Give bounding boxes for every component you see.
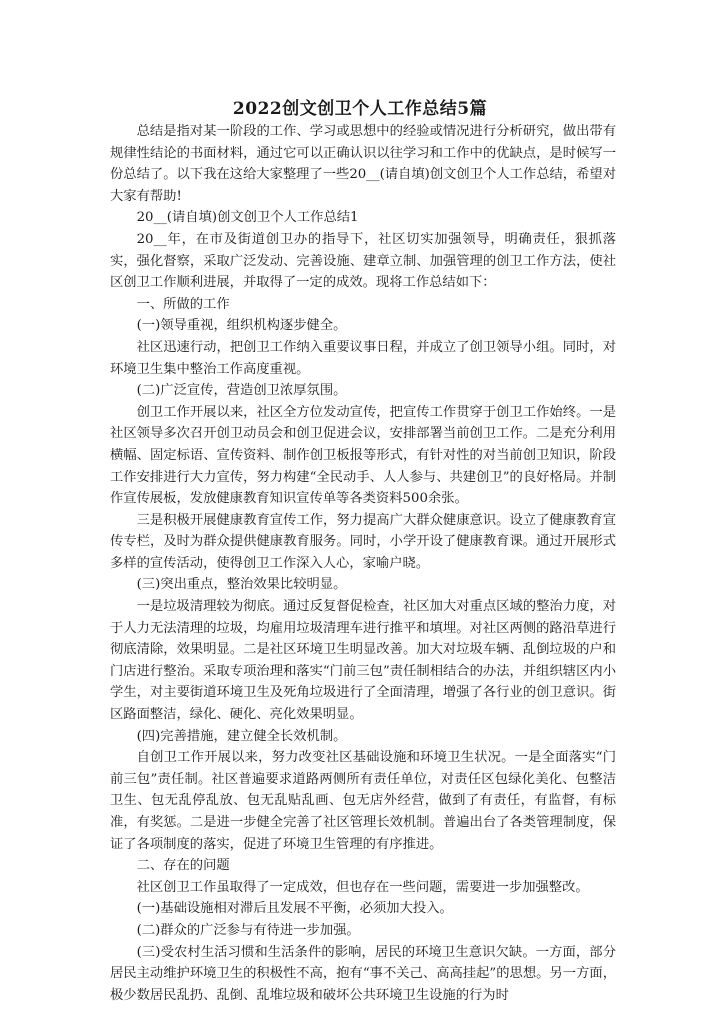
paragraph: 社区迅速行动，把创卫工作纳入重要议事日程，并成立了创卫领导小组。同时，对环境卫生集中整治工作高度重视。 [110, 339, 616, 377]
paragraph: 社区创卫工作虽取得了一定成效，但也存在一些问题，需要进一步加强整改。 [136, 879, 589, 895]
paragraph: 一是垃圾清理较为彻底。通过反复督促检查，社区加大对重点区域的整治力度，对于人力无法清理的垃圾，均雇用垃圾清理车进行推平和填埋。对社区两侧的路沿草进行彻底清除，效果明显。二是社区环境卫生明显改善。加大对垃圾车辆、乱倒垃圾的户和门店进行整治。采取专项治理和落实“门前三包”责任制相结合的办法，并组织辖区内小学生，对主要街道环境卫生及死角垃圾进行了全面清理，增强了各行业的创卫意识。街区路面整洁，绿化、硬化、亮化效果明显。 [110, 599, 616, 723]
subheading: (一)基础设施相对滞后且发展不平衡，必须加大投入。 [136, 901, 453, 917]
heading-part-one: 一、所做的工作 [136, 296, 230, 312]
paragraph: 三是积极开展健康教育宣传工作，努力提高广大群众健康意识。设立了健康教育宣传专栏，及时为群众提供健康教育服务。同时，小学开设了健康教育课。通过开展形式多样的宣传活动，使得创卫工作深入人心，家喻户晓。 [110, 512, 616, 571]
paragraph: 自创卫工作开展以来，努力改变社区基础设施和环境卫生状况。一是全面落实“门前三包”责任制。社区普遍要求道路两侧所有责任单位，对责任区包绿化美化、包整洁卫生、包无乱停乱放、包无乱贴乱画、包无店外经营，做到了有责任，有监督，有标准，有奖惩。二是进一步健全完善了社区管理长效机制。普遍出台了各类管理制度，保证了各项制度的落实，促进了环境卫生管理的有序推进。 [110, 750, 616, 852]
page-title: 2022创文创卫个人工作总结5篇 [232, 99, 488, 119]
heading-part-two: 二、存在的问题 [136, 858, 230, 874]
subheading: (二)广泛宣传，营造创卫浓厚氛围。 [136, 383, 347, 399]
subheading: (四)完善措施，建立健全长效机制。 [136, 728, 347, 744]
paragraph: (三)受农村生活习惯和生活条件的影响，居民的环境卫生意识欠缺。一方面，部分居民主动维护环境卫生的积极性不高，抱有“事不关己、高高挂起”的思想。另一方面，极少数居民乱扔、乱倒、乱堆垃圾和破坏公共环境卫生设施的行为时 [110, 944, 616, 1003]
paragraph: 创卫工作开展以来，社区全方位发动宣传，把宣传工作贯穿于创卫工作始终。一是社区领导多次召开创卫动员会和创卫促进会议，安排部署当前创卫工作。二是充分利用横幅、固定标语、宣传资料、制作创卫板报等形式，有针对性的对当前创卫知识，阶段工作安排进行大力宣传，努力构建“全民动手、人人参与、共建创卫”的良好格局。并制作宣传展板，发放健康教育知识宣传单等各类资料500余张。 [110, 404, 616, 507]
subheading: (一)领导重视，组织机构逐步健全。 [136, 318, 347, 334]
document-body [110, 121, 616, 1006]
paragraph-intro: 总结是指对某一阶段的工作、学习或思想中的经验或情况进行分析研究，做出带有规律性结论的书面材料，通过它可以正确认识以往学习和工作中的优缺点，是时候写一份总结了。以下我在这给大家整理了一些20__(请自填)创文创卫个人工作总结，希望对大家有帮助! [110, 124, 616, 204]
paragraph: 20__年，在市及街道创卫办的指导下，社区切实加强领导，明确责任，狠抓落实，强化督察，采取广泛发动、完善设施、建章立制、加强管理的创卫工作方法，使社区创卫工作顺利进展，并取得了一定的成效。现将工作总结如下： [110, 231, 616, 291]
subheading: (三)突出重点，整治效果比较明显。 [136, 577, 347, 593]
subheading: (二)群众的广泛参与有待进一步加强。 [136, 922, 360, 938]
section-heading: 20__(请自填)创文创卫个人工作总结1 [136, 210, 359, 226]
